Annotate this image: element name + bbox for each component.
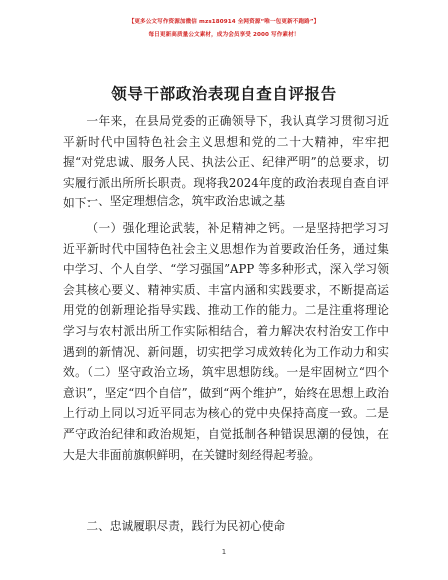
promo-banner-line-1: 【更多公文写作资源加微信 mzs180914 全网资源“唯一包更新不跑路”】 — [128, 19, 320, 25]
intro-paragraph: 一年来，在县局党委的正确领导下，我认真学习贯彻习近平新时代中国特色社会主义思想和党的二十大精神，牢牢把握“对党忠诚、服务人民、执法公正、纪律严明”的总要求，切实履行派出所所长职责。现将我2024年度的政治表现自查自评如下： — [63, 114, 389, 211]
document-title: 领导干部政治表现自查自评报告 — [111, 85, 337, 103]
page-number: 1 — [221, 548, 227, 556]
promo-banner-line-2: 每日更新高质量公文素材，成为会员享受 2000 写作素材！ — [148, 32, 300, 38]
section-heading-2: 二、忠诚履职尽责，践行为民初心使命 — [86, 519, 286, 533]
section-heading-1: 一、坚定理想信念，筑牢政治忠诚之基 — [86, 194, 286, 208]
section-1-paragraph: （一）强化理论武装，补足精神之钙。一是坚持把学习习近平新时代中国特色社会主义思想作为首要政治任务，通过集中学习、个人自学、“学习强国”APP 等多种形式，深入学习领会其核心要义、精神实质、丰富内涵和实践要求，不断提高运用党的创新理论指导实践、推动工作的能力。二是注重将理论学习与农村派出所工作实际相结合，着力解决农村治安工作中遇到的新情况、新问题，切实把学习成效转化为工作动力和实效。（二）坚守政治立场，筑牢思想防线。一是牢固树立“四个意识”，坚定“四个自信”，做到“两个维护”，始终在思想上政治上行动上同以习近平同志为核心的党中央保持高度一致。二是严守政治纪律和政治规矩，自觉抵制各种错误思潮的侵蚀，在大是大非面前旗帜鲜明，在关键时刻经得起考验。 — [63, 221, 389, 462]
